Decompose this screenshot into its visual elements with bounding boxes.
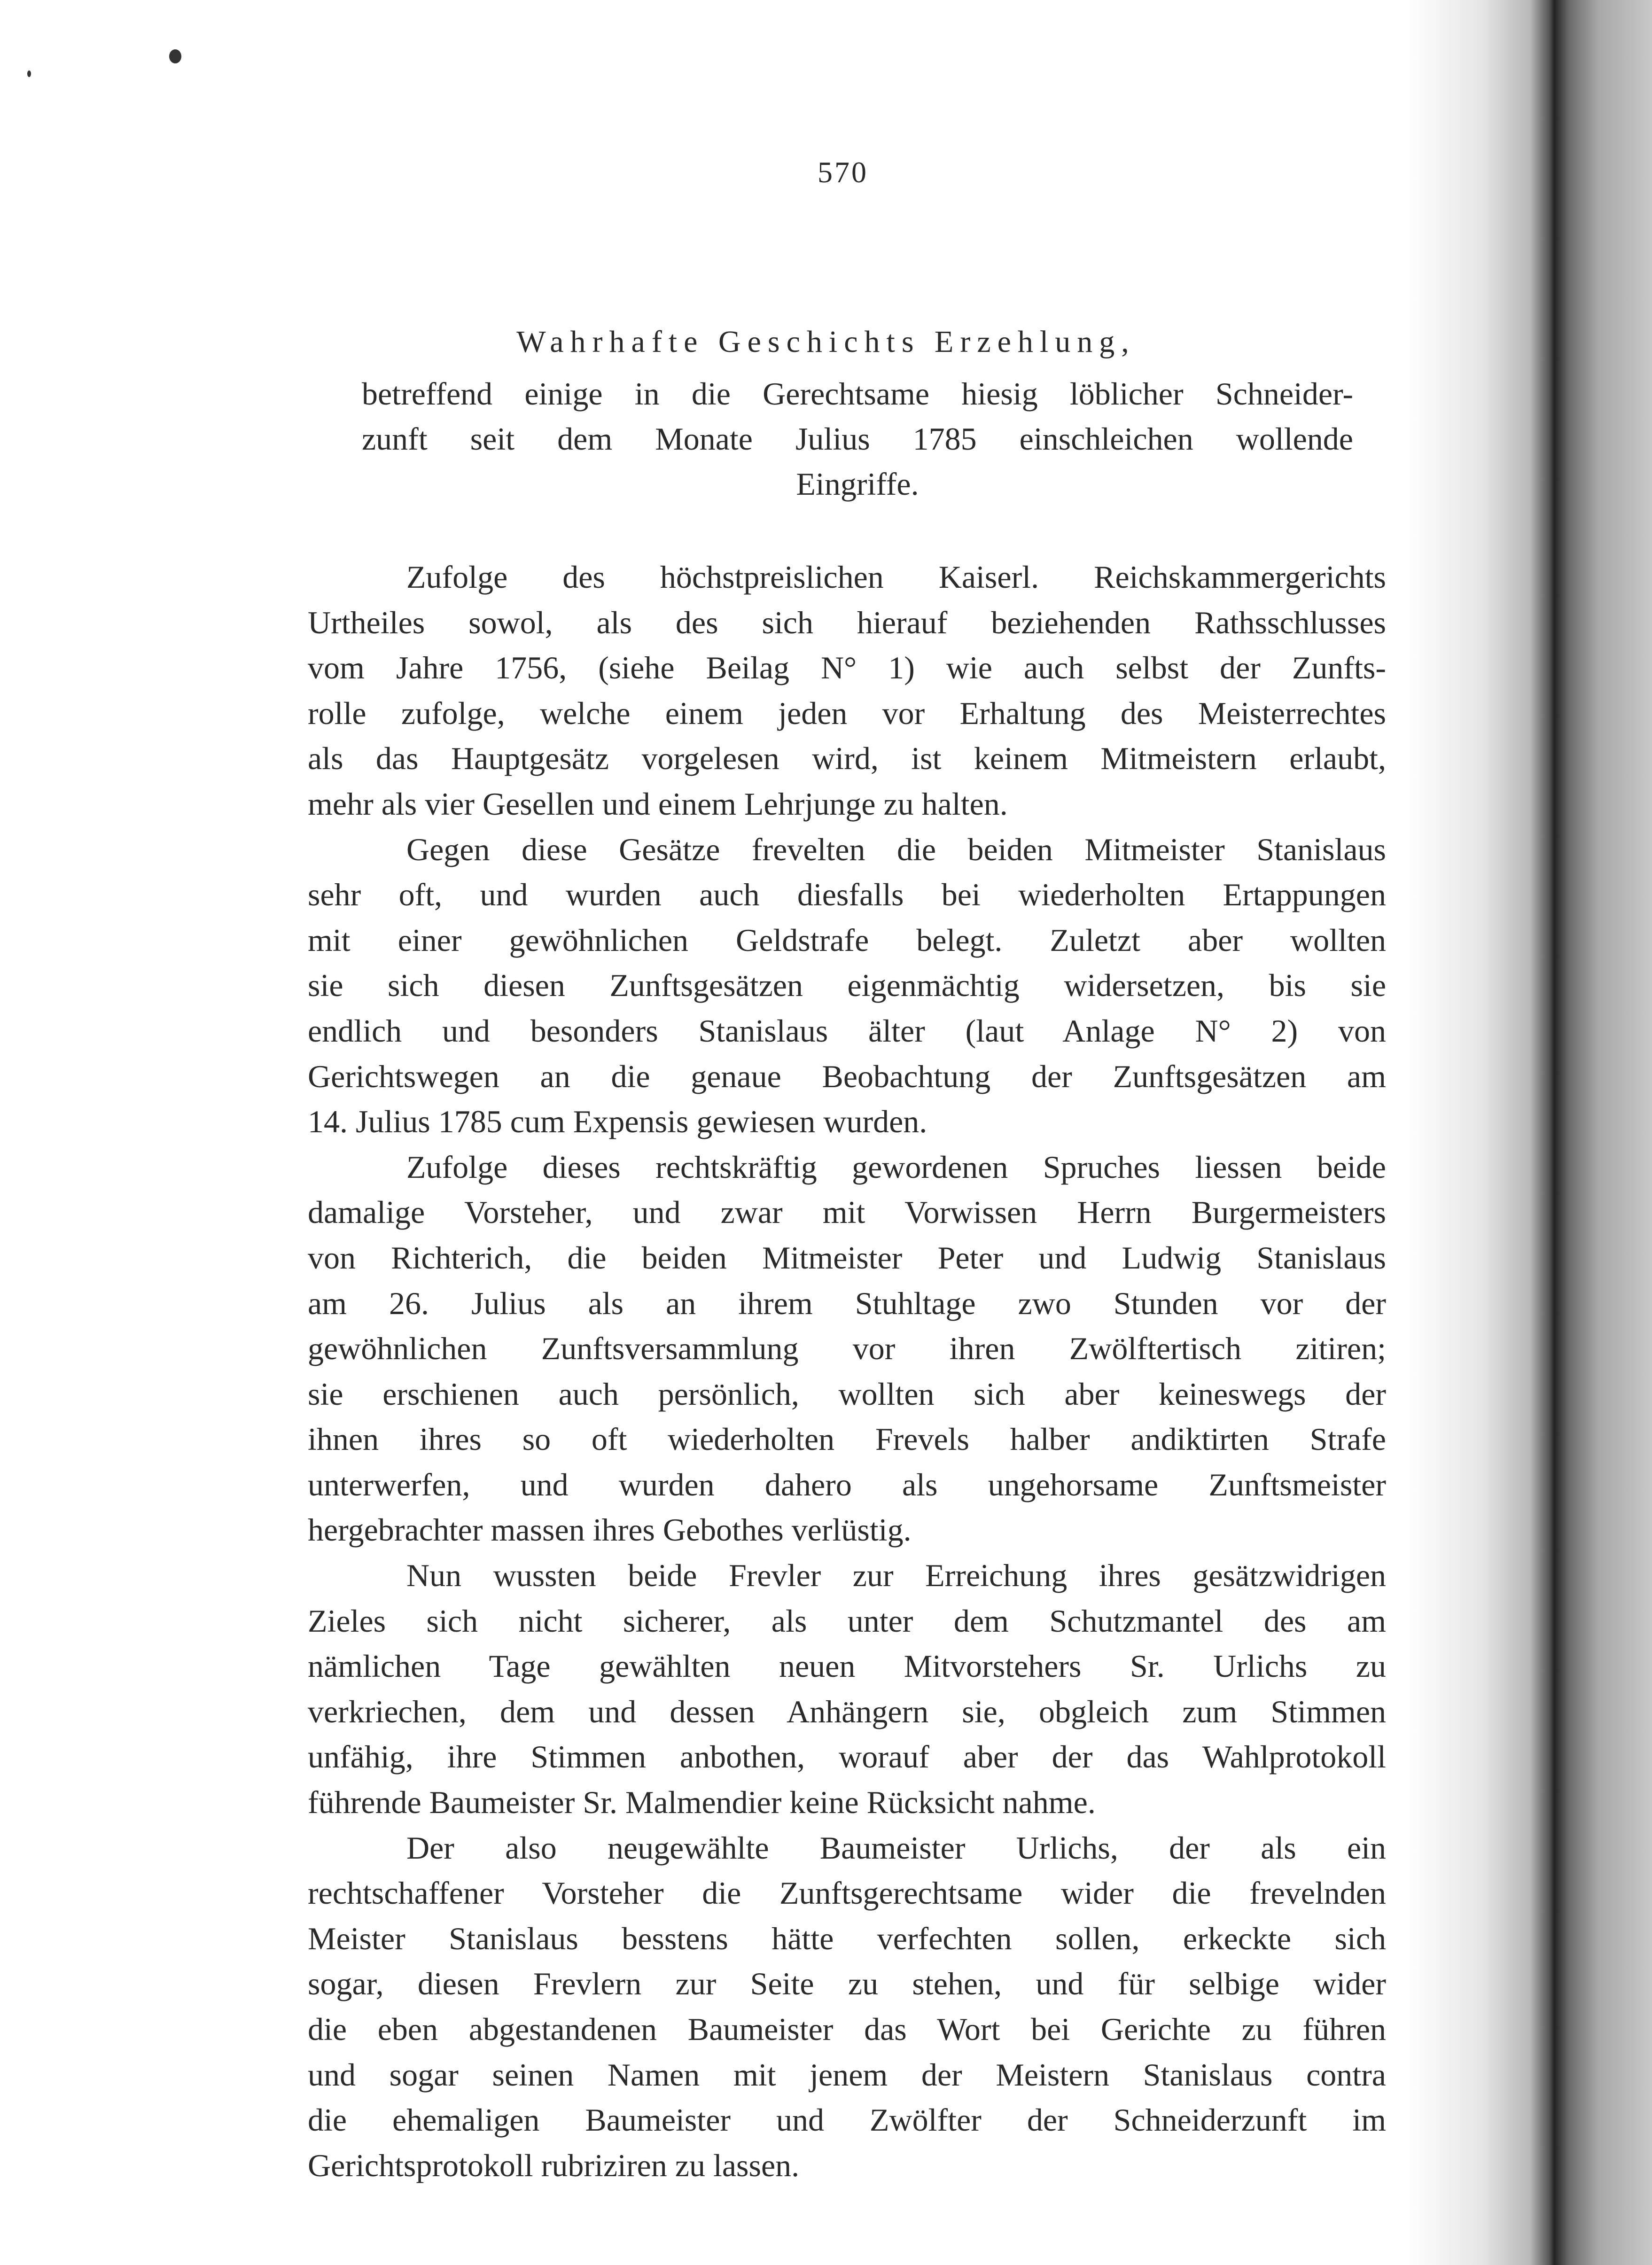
paragraph-line: ihnen ihres so oft wiederholten Frevels halber andiktirten Strafe [308,1421,1386,1457]
paragraph-line: die ehemaligen Baumeister und Zwölfter der Schneiderzunft im [308,2102,1386,2138]
paragraph-line: sogar, diesen Frevlern zur Seite zu stehen, und für selbige wider [308,1966,1386,2002]
paragraph-line: und sogar seinen Namen mit jenem der Meistern Stanislaus contra [308,2056,1386,2093]
paragraph-line: unterwerfen, und wurden dahero als ungehorsame Zunftsmeister [308,1466,1386,1502]
paragraph-line: Meister Stanislaus besstens hätte verfechten sollen, erkeckte sich [308,1920,1386,1956]
subtitle-line: Eingriffe. [796,466,919,502]
paragraph-line: nämlichen Tage gewählten neuen Mitvorstehers Sr. Urlichs zu [308,1648,1386,1684]
paragraph-line: führende Baumeister Sr. Malmendier keine Rücksicht nahme. [308,1784,1096,1821]
document-body [308,554,1386,2188]
paragraph-line: Urtheiles sowol, als des sich hierauf beziehenden Rathsschlusses [308,604,1386,640]
paragraph-line: mehr als vier Gesellen und einem Lehrjunge zu halten. [308,786,1008,822]
paragraph-line: Zieles sich nicht sicherer, als unter dem Schutzmantel des am [308,1603,1386,1639]
document-subtitle [362,371,1353,506]
paragraph-line: vom Jahre 1756, (siehe Beilag N° 1) wie auch selbst der Zunfts- [308,650,1386,686]
subtitle-line: betreffend einige in die Gerechtsame hiesig löblicher Schneider- [362,376,1353,412]
paragraph-line: mit einer gewöhnlichen Geldstrafe belegt. Zuletzt aber wollten [308,922,1386,958]
subtitle-line: zunft seit dem Monate Julius 1785 einschleichen wollende [362,421,1353,457]
page-number: 570 [818,156,868,189]
document-title: Wahrhafte Geschichts Erzehlung, [516,325,1136,359]
paragraph-line: die eben abgestandenen Baumeister das Wort bei Gerichte zu führen [308,2011,1386,2047]
paragraph-line: verkriechen, dem und dessen Anhängern sie, obgleich zum Stimmen [308,1693,1386,1729]
paragraph-line: sehr oft, und wurden auch diesfalls bei wiederholten Ertappungen [308,877,1386,913]
paragraph-line: Gerichtsprotokoll rubriziren zu lassen. [308,2147,800,2183]
paragraph-line: von Richterich, die beiden Mitmeister Peter und Ludwig Stanislaus [308,1239,1386,1276]
paragraph-line: Nun wussten beide Frevler zur Erreichung ihres gesätzwidrigen [406,1557,1386,1594]
paragraph-line: 14. Julius 1785 cum Expensis gewiesen wurden. [308,1104,927,1140]
ink-speck [27,70,31,77]
paragraph-line: endlich und besonders Stanislaus älter (laut Anlage N° 2) von [308,1012,1386,1049]
paragraph-line: unfähig, ihre Stimmen anbothen, worauf aber der das Wahlprotokoll [308,1739,1386,1775]
paragraph-line: Zufolge dieses rechtskräftig gewordenen Spruches liessen beide [406,1149,1386,1185]
paragraph-line: Gerichtswegen an die genaue Beobachtung der Zunftsgesätzen am [308,1058,1386,1094]
paragraph-line: am 26. Julius als an ihrem Stuhltage zwo Stunden vor der [308,1285,1386,1321]
paragraph-line: rechtschaffener Vorsteher die Zunftsgerechtsame wider die frevelnden [308,1875,1386,1911]
paragraph-line: sie erschienen auch persönlich, wollten sich aber keineswegs der [308,1376,1386,1412]
paragraph-line: Der also neugewählte Baumeister Urlichs, der als ein [406,1829,1386,1866]
paragraph-line: gewöhnlichen Zunftsversammlung vor ihren Zwölftertisch zitiren; [308,1331,1386,1367]
ink-speck [169,49,181,63]
paragraph-line: sie sich diesen Zunftsgesätzen eigenmächtig widersetzen, bis sie [308,967,1386,1004]
paragraph-line: Zufolge des höchstpreislichen Kaiserl. Reichskammergerichts [406,559,1386,595]
paragraph-line: Gegen diese Gesätze frevelten die beiden Mitmeister Stanislaus [406,831,1386,867]
paragraph-line: als das Hauptgesätz vorgelesen wird, ist keinem Mitmeistern erlaubt, [308,740,1386,777]
paragraph-line: rolle zufolge, welche einem jeden vor Erhaltung des Meisterrechtes [308,695,1386,731]
paragraph-line: damalige Vorsteher, und zwar mit Vorwissen Herrn Burgermeisters [308,1194,1386,1230]
paragraph-line: hergebrachter massen ihres Gebothes verlüstig. [308,1512,912,1548]
